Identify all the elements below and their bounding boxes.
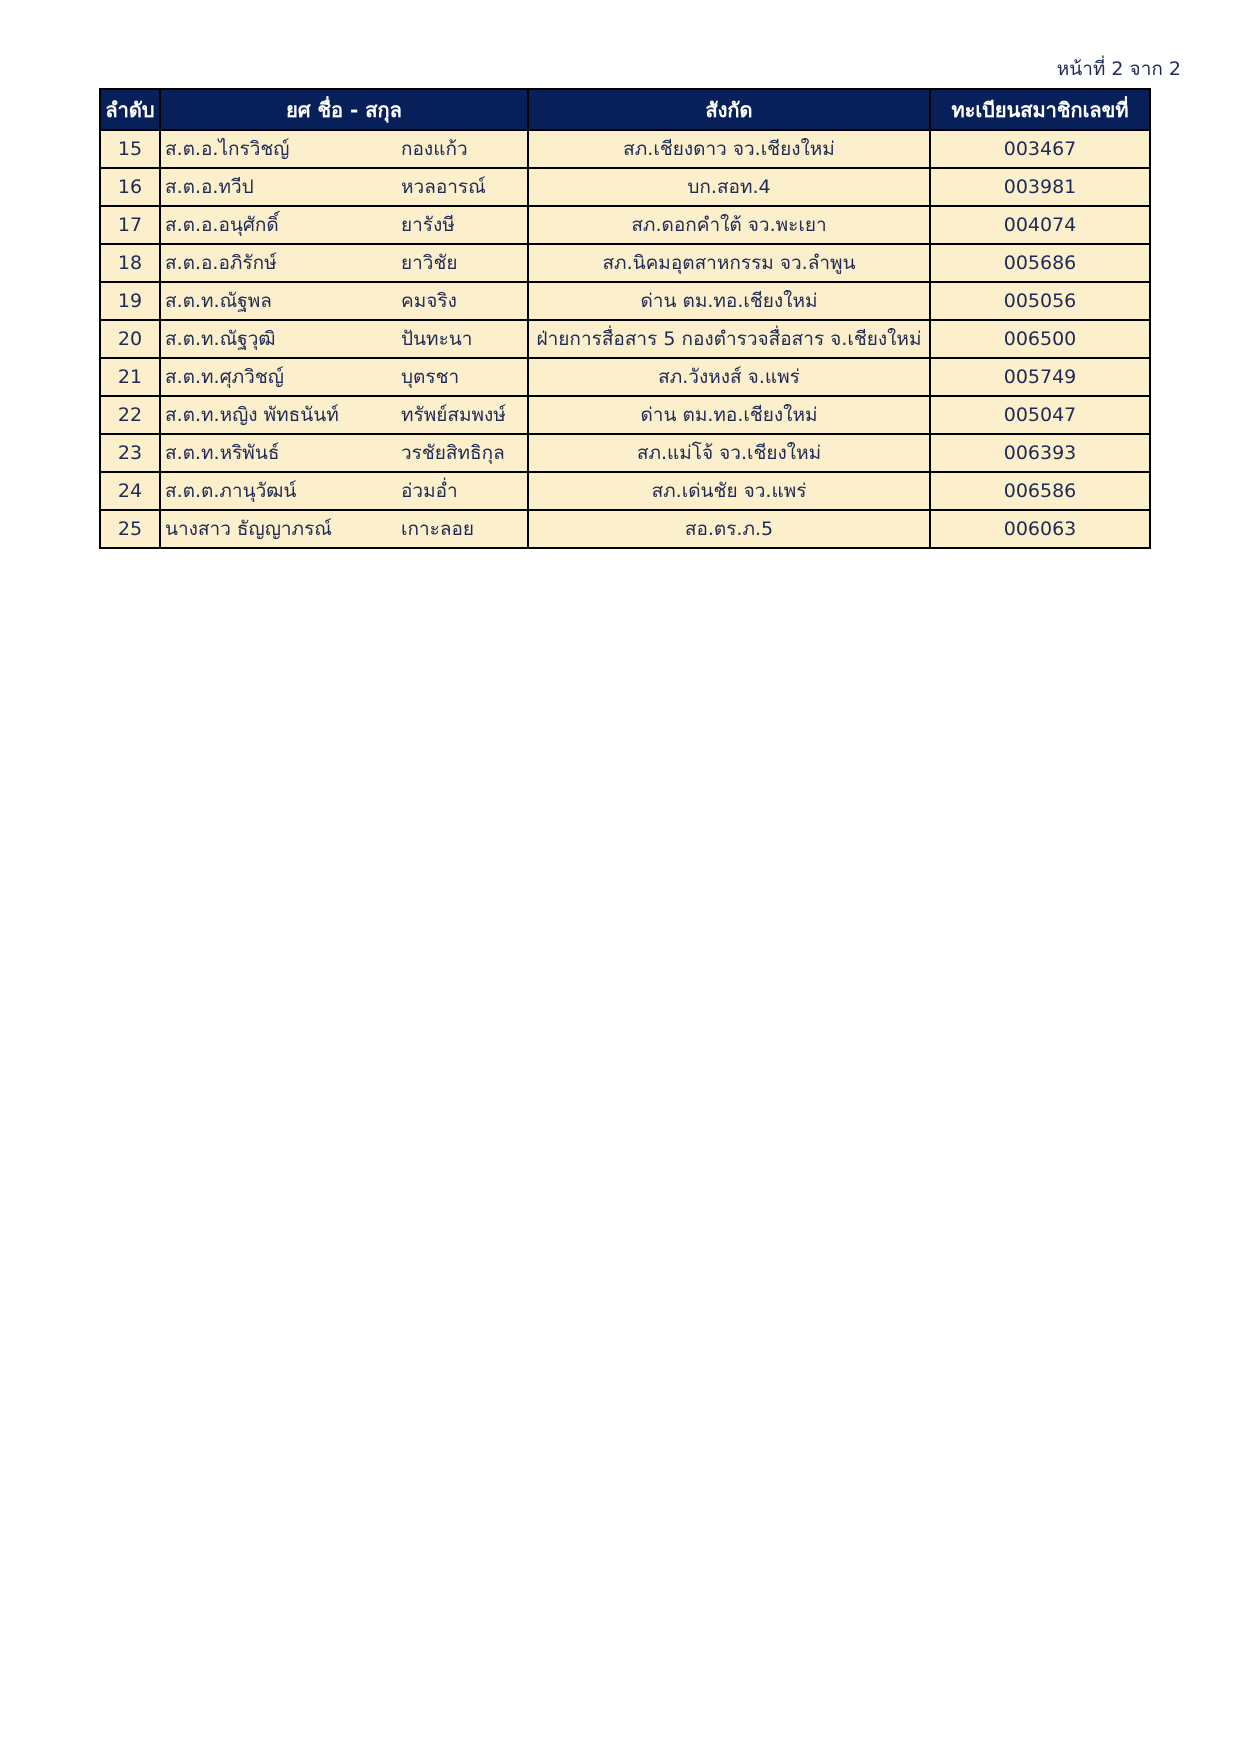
row-seq: 20 (100, 320, 160, 358)
table-header-row (100, 89, 1150, 130)
row-member-id: 006500 (930, 320, 1150, 358)
row-name (160, 282, 528, 320)
row-surname: ยาวิชัย (401, 252, 458, 274)
table-row (100, 396, 1150, 434)
row-seq: 21 (100, 358, 160, 396)
table-row (100, 244, 1150, 282)
row-seq: 24 (100, 472, 160, 510)
row-seq: 15 (100, 130, 160, 168)
row-given-name: ส.ต.อ.อนุศักดิ์ (165, 214, 279, 236)
row-unit: สภ.แม่โจ้ จว.เชียงใหม่ (528, 434, 930, 472)
row-seq: 25 (100, 510, 160, 548)
row-member-id: 006063 (930, 510, 1150, 548)
row-name (160, 320, 528, 358)
row-unit: สภ.เด่นชัย จว.แพร่ (528, 472, 930, 510)
row-member-id: 005749 (930, 358, 1150, 396)
row-name (160, 434, 528, 472)
row-name (160, 206, 528, 244)
row-surname: กองแก้ว (401, 138, 468, 160)
row-seq: 19 (100, 282, 160, 320)
row-member-id: 006586 (930, 472, 1150, 510)
row-seq: 18 (100, 244, 160, 282)
row-given-name: ส.ต.ท.ศุภวิชญ์ (165, 366, 284, 388)
row-unit: สอ.ตร.ภ.5 (528, 510, 930, 548)
row-name (160, 358, 528, 396)
header-name: ยศ ชื่อ - สกุล (160, 89, 528, 130)
row-unit: ด่าน ตม.ทอ.เชียงใหม่ (528, 282, 930, 320)
row-surname: บุตรชา (401, 366, 460, 388)
table-row (100, 472, 1150, 510)
row-unit: ฝ่ายการสื่อสาร 5 กองตำรวจสื่อสาร จ.เชียงใหม่ (528, 320, 930, 358)
row-member-id: 006393 (930, 434, 1150, 472)
row-member-id: 005686 (930, 244, 1150, 282)
table-row (100, 130, 1150, 168)
row-member-id: 003981 (930, 168, 1150, 206)
header-unit: สังกัด (528, 89, 930, 130)
row-unit: บก.สอท.4 (528, 168, 930, 206)
row-given-name: ส.ต.ท.หญิง พัทธนันท์ (165, 404, 339, 426)
row-given-name: นางสาว ธัญญาภรณ์ (165, 518, 332, 540)
table-row (100, 434, 1150, 472)
page-number-label: หน้าที่ 2 จาก 2 (1056, 58, 1181, 80)
table-row (100, 358, 1150, 396)
row-surname: ทรัพย์สมพงษ์ (401, 404, 506, 426)
row-unit: สภ.เชียงดาว จว.เชียงใหม่ (528, 130, 930, 168)
table-row (100, 320, 1150, 358)
table-row (100, 510, 1150, 548)
row-given-name: ส.ต.ท.ณัฐวุฒิ (165, 328, 276, 350)
row-unit: สภ.นิคมอุตสาหกรรม จว.ลำพูน (528, 244, 930, 282)
row-name (160, 510, 528, 548)
table-row (100, 168, 1150, 206)
table-row (100, 282, 1150, 320)
table-row (100, 206, 1150, 244)
row-seq: 17 (100, 206, 160, 244)
row-name (160, 130, 528, 168)
row-surname: คมจริง (401, 290, 457, 312)
row-surname: ยารังษี (401, 214, 455, 236)
row-name (160, 244, 528, 282)
row-unit: ด่าน ตม.ทอ.เชียงใหม่ (528, 396, 930, 434)
row-given-name: ส.ต.อ.ทวีป (165, 176, 254, 198)
row-surname: หวลอารณ์ (401, 176, 486, 198)
row-given-name: ส.ต.ท.หริพันธ์ (165, 442, 280, 464)
row-unit: สภ.วังหงส์ จ.แพร่ (528, 358, 930, 396)
row-given-name: ส.ต.อ.อภิรักษ์ (165, 252, 277, 274)
row-surname: อ่วมอ่ำ (401, 480, 458, 502)
row-seq: 16 (100, 168, 160, 206)
row-member-id: 005056 (930, 282, 1150, 320)
row-given-name: ส.ต.ต.ภานุวัฒน์ (165, 480, 297, 502)
row-unit: สภ.ดอกคำใต้ จว.พะเยา (528, 206, 930, 244)
row-member-id: 005047 (930, 396, 1150, 434)
header-seq: ลำดับ (100, 89, 160, 130)
header-member-id: ทะเบียนสมาชิกเลขที่ (930, 89, 1150, 130)
row-member-id: 004074 (930, 206, 1150, 244)
row-name (160, 168, 528, 206)
row-given-name: ส.ต.ท.ณัฐพล (165, 290, 272, 312)
row-surname: เกาะลอย (401, 518, 475, 540)
member-table (99, 88, 1151, 549)
row-surname: ปันทะนา (401, 328, 473, 350)
row-surname: วรชัยสิทธิกุล (401, 442, 505, 464)
row-member-id: 003467 (930, 130, 1150, 168)
row-name (160, 472, 528, 510)
row-seq: 23 (100, 434, 160, 472)
row-given-name: ส.ต.อ.ไกรวิชญ์ (165, 138, 290, 160)
row-seq: 22 (100, 396, 160, 434)
row-name (160, 396, 528, 434)
